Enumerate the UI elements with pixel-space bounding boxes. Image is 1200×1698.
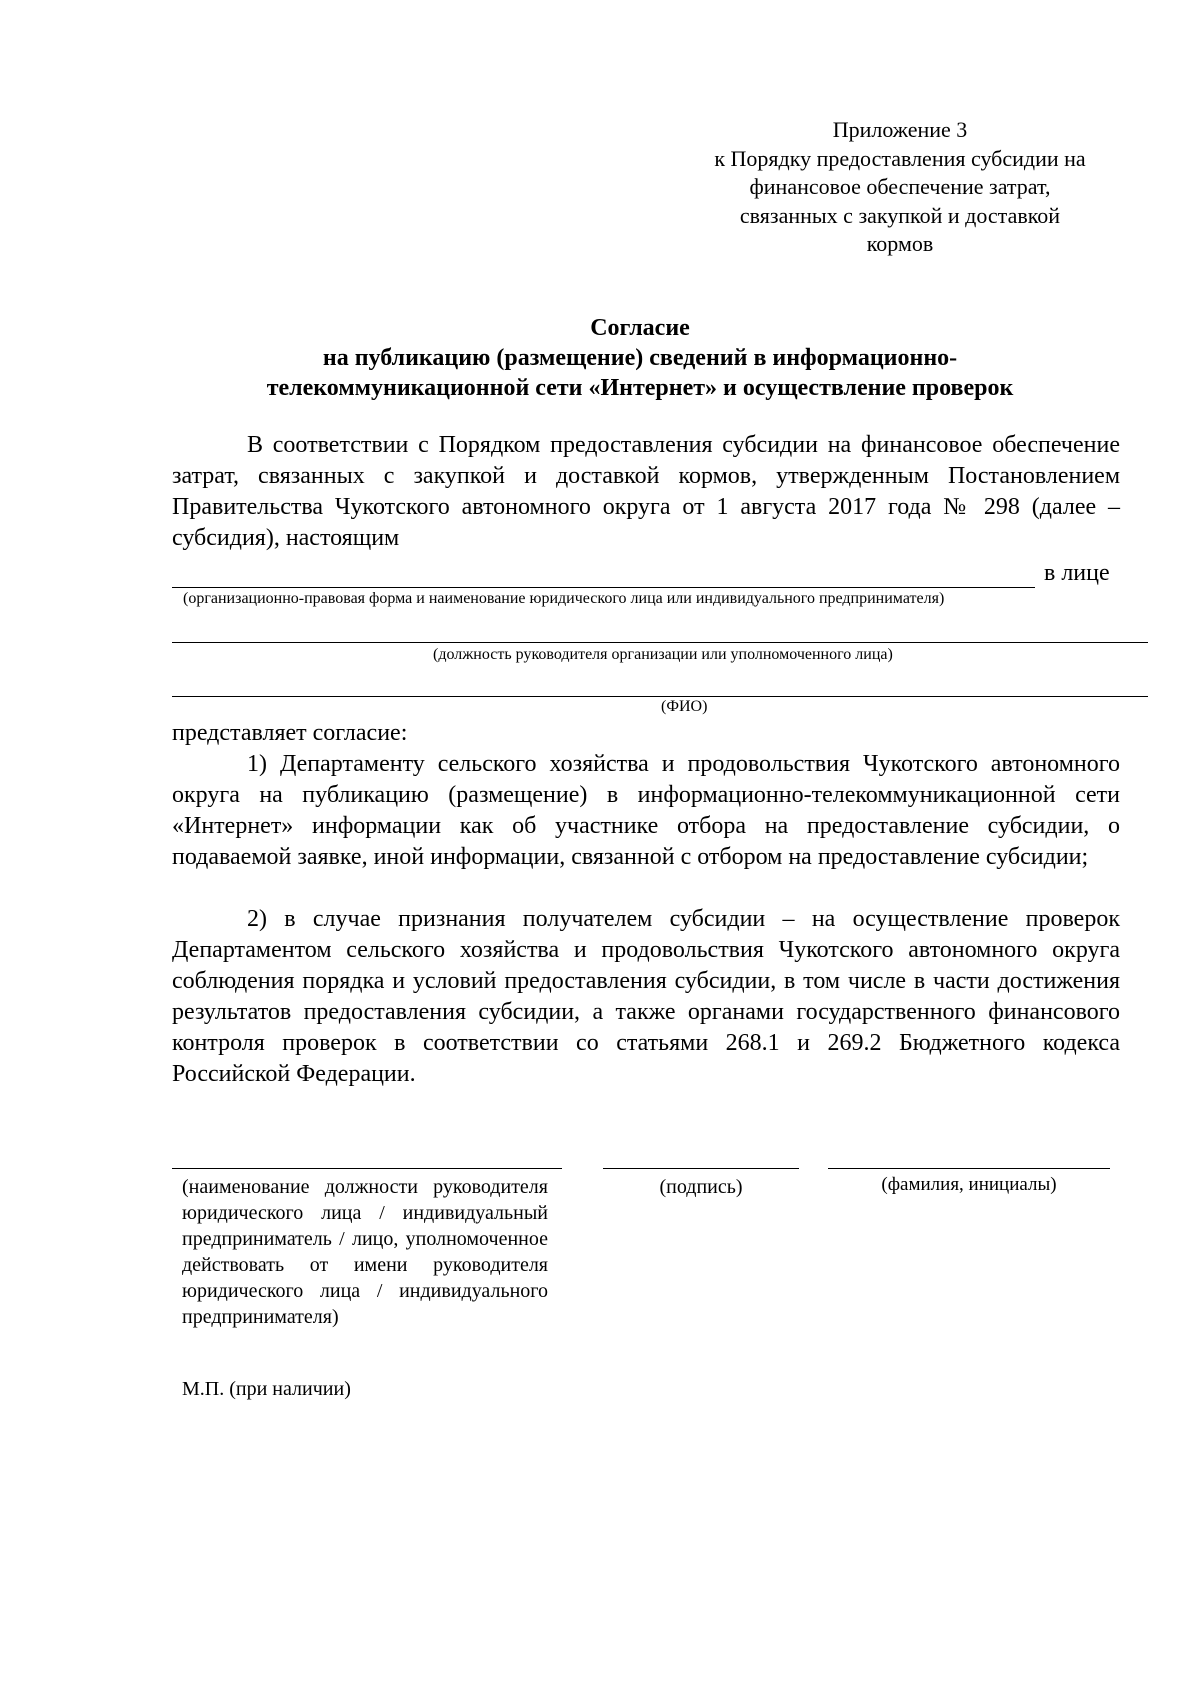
consent-item-2: 2) в случае признания получателем субсидии – на осуществление проверок Департаментом сельского хозяйства и продовольствия Чукотского автономного округа соблюдения порядка и условий предоставления субсидии, в том числе в части достижения результатов предоставления субсидии, а также органами государственного финансового контроля проверок в соответствии со статьями 268.1 и 269.2 Бюджетного кодекса Российской Федерации. <box>172 906 1120 1087</box>
signature-name-caption: (фамилия, инициалы) <box>881 1174 1057 1195</box>
title-line: на публикацию (размещение) сведений в информационно- <box>322 345 958 371</box>
signature-line-sign <box>603 1168 799 1169</box>
fill-line-position <box>172 642 1148 643</box>
appendix-line: связанных с закупкой и доставкой <box>739 202 1061 228</box>
presents-consent: представляет согласие: <box>172 720 408 746</box>
appendix-line: финансовое обеспечение затрат, <box>749 174 1051 199</box>
appendix-header <box>680 116 1120 259</box>
appendix-line: к Порядку предоставления субсидии на <box>714 145 1086 171</box>
title-line: телекоммуникационной сети «Интернет» и осуществление проверок <box>266 375 1014 401</box>
caption-organization: (организационно-правовая форма и наименование юридического лица или индивидуального предпринимателя) <box>183 590 945 607</box>
fill-line-organization <box>172 587 1035 588</box>
title-line: Согласие <box>590 315 690 341</box>
signature-sign-caption: (подпись) <box>659 1176 743 1198</box>
document-title <box>160 313 1120 403</box>
signature-line-position <box>172 1168 562 1169</box>
caption-fio: (ФИО) <box>661 698 708 715</box>
intro-paragraph <box>172 430 1120 554</box>
consent-item-1: 1) Департаменту сельского хозяйства и продовольствия Чукотского автономного округа на публикацию (размещение) в информационно-телекоммуникационной сети «Интернет» информации как об участнике отбора на предоставление субсидии, о подаваемой заявке, иной информации, связанной с отбором на предоставление субсидии; <box>172 751 1120 870</box>
signature-line-name <box>828 1168 1110 1169</box>
intro-text: В соответствии с Порядком предоставления субсидии на финансовое обеспечение затрат, связанных с закупкой и доставкой кормов, утвержденным Постановлением Правительства Чукотского автономного округа от 1 августа 2017 года № 298 (далее – субсидия), настоящим <box>172 432 1120 551</box>
caption-position: (должность руководителя организации или уполномоченного лица) <box>433 646 893 663</box>
fill-line-fio <box>172 696 1148 697</box>
appendix-line: Приложение 3 <box>832 117 968 142</box>
signature-position-caption: (наименование должности руководителя юридического лица / индивидуальный предприниматель / лицо, уполномоченное действовать от имени руководителя юридического лица / индивидуального предпринимателя) <box>182 1176 548 1328</box>
in-person-label: в лице <box>1044 560 1110 586</box>
stamp-note: М.П. (при наличии) <box>182 1378 351 1400</box>
appendix-line: кормов <box>866 231 934 256</box>
